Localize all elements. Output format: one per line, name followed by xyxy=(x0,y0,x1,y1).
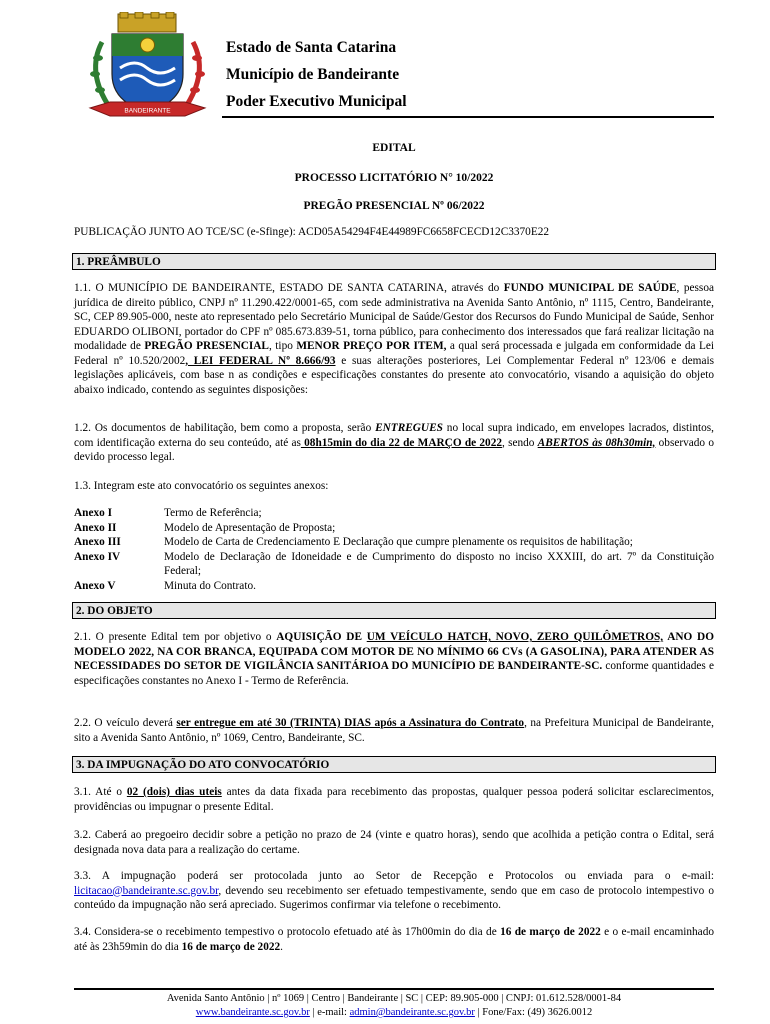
doc-title-pregao: PREGÃO PRESENCIAL Nº 06/2022 xyxy=(303,200,485,212)
footer-address: Avenida Santo Antônio | nº 1069 | Centro | Bandeirante | SC | CEP: 89.905-000 | CNPJ: 01.612.528/0001-84 xyxy=(166,993,622,1004)
paragraph-2-1: 2.1. O presente Edital tem por objetivo o AQUISIÇÃO DE UM VEÍCULO HATCH, NOVO, ZERO QUILÔMETROS, ANO DO MODELO 2022, NA COR BRANCA, EQUIPADA COM MOTOR DE NO MÍNIMO 66 CVs (A GASOLINA), PARA ATENDER AS NECESSIDADES DO SETOR DE VIGILÂNCIA SANITÁRIOA DO MUNICÍPIO DE BANDEIRANTE-SC. conforme quantidades e especificações constantes no Anexo I - Termo de Referência. xyxy=(74,631,715,687)
list-item: Anexo V Minuta do Contrato. xyxy=(74,579,256,592)
section-heading-objeto: 2. DO OBJETO xyxy=(72,602,716,619)
header-divider xyxy=(222,116,714,118)
doc-title-edital: EDITAL xyxy=(372,142,416,154)
paragraph-3-4: 3.4. Considera-se o recebimento tempestivo o protocolo efetuado até às 17h00min do dia de 16 de março de 2022 e o e-mail encaminhado até às 23h59min do dia 16 de março de 2022. xyxy=(74,926,714,953)
annex-list xyxy=(74,506,714,593)
list-item: Anexo II Modelo de Apresentação de Proposta; xyxy=(74,521,336,534)
paragraph-2-2: 2.2. O veículo deverá ser entregue em até 30 (TRINTA) DIAS após a Assinatura do Contrato, na Prefeitura Municipal de Bandeirante, sito a Avenida Santo Antônio, nº 1069, Centro, Bandeirante, SC. xyxy=(74,717,714,744)
paragraph-3-1: 3.1. Até o 02 (dois) dias uteis antes da data fixada para recebimento das propostas, qualquer pessoa poderá solicitar esclarecimentos, providências ou impugnar o presente Edital. xyxy=(74,786,714,813)
paragraph-1-3: 1.3. Integram este ato convocatório os seguintes anexos: xyxy=(74,480,329,492)
list-item: Anexo I Termo de Referência; xyxy=(74,507,262,519)
footer-email-link[interactable]: admin@bandeirante.sc.gov.br xyxy=(349,1007,475,1018)
page-header xyxy=(226,34,407,115)
publication-line: PUBLICAÇÃO JUNTO AO TCE/SC (e-Sfinge): ACD05A54294F4E44989FC6658FCECD12C3370E22 xyxy=(74,226,550,238)
municipal-coat-of-arms xyxy=(80,12,215,124)
doc-title-processo: PROCESSO LICITATÓRIO N° 10/2022 xyxy=(294,172,494,184)
crest-banner-text: BANDEIRANTE xyxy=(124,107,171,115)
footer-website-link[interactable]: www.bandeirante.sc.gov.br xyxy=(195,1007,310,1018)
section-heading-preambulo: 1. PREÂMBULO xyxy=(72,253,716,270)
list-item: Anexo IV Modelo de Declaração de Idoneidade e de Cumprimento do disposto no inciso XXXIII, do art. 7º da Constituição Federal; xyxy=(74,550,714,577)
paragraph-1-1: 1.1. O MUNICÍPIO DE BANDEIRANTE, ESTADO DE SANTA CATARINA, através do FUNDO MUNICIPAL DE SAÚDE, pessoa jurídica de direito público, CNPJ nº 11.290.422/0001-65, com sede administrativa na Avenida Santo Antônio, nº 1115, Centro, Bandeirante, SC, CEP 89.905-000, neste ato representado pelo Secretário Municipal de Saúde/Gestor dos Recursos do Fundo Municipal de Saúde, Senhor EDUARDO OLIBONI, portador do CPF nº 085.673.839-51, torna público, para conhecimento dos interessados que fará realizar licitação na modalidade de PREGÃO PRESENCIAL, tipo MENOR PREÇO POR ITEM, a qual será processada e julgada em conformidade da Lei Federal nº 10.520/2002, LEI FEDERAL Nº 8.666/93 e suas alterações posteriores, Lei Complementar Federal nº 123/06 e demais legislações aplicáveis, com base n as condições e especificações constantes do presente ato convocatório, visando a aquisição do objeto abaixo indicado, contendo as seguintes disposições: xyxy=(74,282,715,396)
paragraph-1-2: 1.2. Os documentos de habilitação, bem como a proposta, serão ENTREGUES no local supra indicado, em envelopes lacrados, distintos, com identificação externa do seu conteúdo, até as 08h15min do dia 22 de MARÇO de 2022, sendo ABERTOS às 08h30min, observado o devido processo legal. xyxy=(74,422,714,463)
list-item: Anexo III Modelo de Carta de Credenciamento E Declaração que cumpre plenamente os requisitos de habilitação; xyxy=(74,536,633,548)
footer-divider xyxy=(74,988,714,990)
footer-contacts: www.bandeirante.sc.gov.br | e-mail: admin@bandeirante.sc.gov.br | Fone/Fax: (49) 3626.0012 xyxy=(195,1007,593,1018)
section-heading-impugnacao: 3. DA IMPUGNAÇÃO DO ATO CONVOCATÓRIO xyxy=(72,756,716,773)
page-footer xyxy=(74,992,714,1020)
header-municipality: Município de Bandeirante xyxy=(226,66,400,83)
impugnacao-email-link[interactable]: licitacao@bandeirante.sc.gov.br xyxy=(74,884,219,897)
header-state: Estado de Santa Catarina xyxy=(226,39,397,56)
paragraph-3-2: 3.2. Caberá ao pregoeiro decidir sobre a petição no prazo de 24 (vinte e quatro horas), sendo que acolhida a petição contra o Edital, será designada nova data para a realização do certame. xyxy=(74,829,714,856)
header-executive: Poder Executivo Municipal xyxy=(226,93,407,110)
paragraph-3-3: 3.3. A impugnação poderá ser protocolada junto ao Setor de Recepção e Protocolos ou enviada para o e-mail: licitacao@bandeirante.sc.gov.br, devendo seu recebimento ser efetuado tempestivamente, sendo que em caso de protocolo intempestivo o conteúdo da impugnação não será apreciado. Sugerimos confirmar via telefone o recebimento. xyxy=(74,870,714,911)
